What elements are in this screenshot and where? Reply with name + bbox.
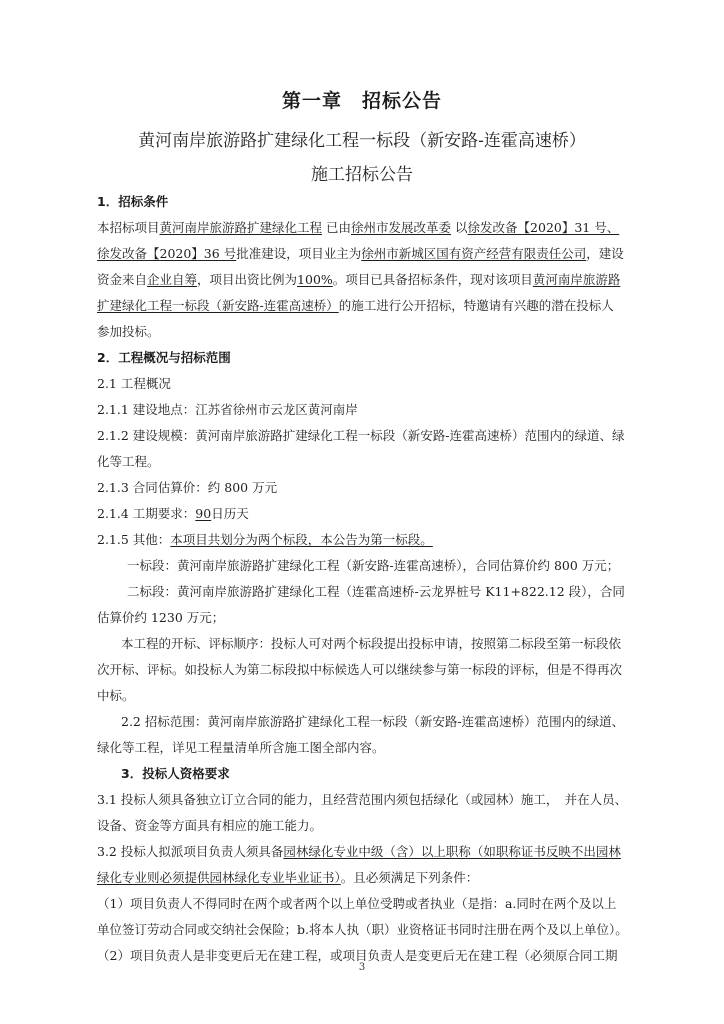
project-lot-ref: 扩建绿化工程一标段（新安路-连霍高速桥） (97, 298, 339, 313)
section1-line4 (97, 296, 614, 314)
section1-heading: 1．招标条件 (97, 194, 169, 209)
item-3-2-cont (97, 868, 478, 886)
item-3-1: 3.1 投标人须具备独立订立合同的能力，且经营范围内须包括绿化（或园林）施工， 并在人员、 (97, 792, 628, 807)
text: ，建设 (586, 246, 624, 261)
item-2-1-2-cont: 化等工程。 (97, 454, 160, 469)
text: 2.1.4 工期要求： (97, 506, 196, 521)
text: 3.2 投标人拟派项目负责人须具备 (97, 844, 284, 859)
project-name: 黄河南岸旅游路扩建绿化工程 (159, 220, 323, 235)
item-2-2-cont: 绿化等工程，详见工程量清单所含施工图全部内容。 (97, 740, 385, 755)
text: 日历天 (211, 506, 249, 521)
item-2-1-3: 2.1.3 合同估算价：约 800 万元 (97, 480, 278, 495)
project-name-ref: 黄河南岸旅游路 (532, 272, 621, 287)
item-2-1-1: 2.1.1 建设地点：江苏省徐州市云龙区黄河南岸 (97, 402, 358, 417)
order-line1: 本工程的开标、评标顺序：投标人可对两个标段提出投标申请，按照第二标段至第一标段依 (121, 636, 622, 651)
project-title: 黄河南岸旅游路扩建绿化工程一标段（新安路-连霍高速桥） (138, 131, 586, 151)
text: 资金来自 (97, 272, 148, 287)
project-owner: 徐州市新城区国有资产经营有限责任公司 (361, 246, 587, 261)
text: 以 (455, 220, 468, 235)
text: 的施工进行公开招标，特邀请有兴趣的潜在投标人 (338, 298, 614, 313)
chapter-title: 第一章 招标公告 (281, 90, 442, 112)
condition-1: （1）项目负责人不得同时在两个或者两个以上单位受聘或者执业（是指：a.同时在两个及以上 (97, 896, 617, 911)
condition-2: （2）项目负责人是非变更后无在建工程，或项目负责人是变更后无在建工程（必须原合同工期 (97, 948, 618, 963)
item-2-1-4 (97, 504, 249, 522)
title-requirement-cont: 绿化专业则必须提供园林绿化专业毕业证书） (97, 870, 341, 885)
lot2-line: 二标段：黄河南岸旅游路扩建绿化工程（连霍高速桥-云龙界桩号 K11+822.12 段），合同 (127, 584, 625, 599)
funding-ratio: 100% (297, 272, 333, 287)
duration-days: 90 (195, 506, 212, 521)
item-3-2 (97, 842, 621, 860)
order-line3: 中标。 (97, 688, 135, 703)
text: 本招标项目 (97, 220, 160, 235)
section1-line5: 参加投标。 (97, 324, 160, 339)
lot-note: 本项目共划分为两个标段，本公告为第一标段。 (170, 532, 433, 547)
approval-authority: 徐州市发展改革委 (351, 220, 452, 235)
section1-line1 (97, 218, 619, 236)
text: 已由 (326, 220, 352, 235)
item-2-1-5 (97, 530, 433, 548)
text: ，项目出资比例为 (197, 272, 298, 287)
item-2-1: 2.1 工程概况 (97, 376, 171, 391)
text: 2.1.5 其他： (97, 532, 171, 547)
item-3-1-cont: 设备、资金等方面具有相应的施工能力。 (97, 818, 323, 833)
text: 。项目已具备招标条件，现对该项目 (332, 272, 533, 287)
text: 批准建设，项目业主为 (236, 246, 362, 261)
lot1-line: 一标段：黄河南岸旅游路扩建绿化工程（新安路-连霍高速桥），合同估算价约 800 万元； (127, 558, 620, 573)
item-2-1-2: 2.1.2 建设规模：黄河南岸旅游路扩建绿化工程一标段（新安路-连霍高速桥）范围内的绿道、绿 (97, 428, 625, 443)
text: 。且必须满足下列条件： (340, 870, 479, 885)
approval-doc-1: 徐发改备【2020】31 号、 (467, 220, 620, 235)
section2-heading: 2．工程概况与招标范围 (97, 350, 231, 365)
order-line2: 次开标、评标。如投标人为第二标段拟中标候选人可以继续参与第一标段的评标，但是不得再次 (97, 662, 623, 677)
notice-title: 施工招标公告 (311, 165, 413, 185)
funding-source: 企业自筹 (147, 272, 198, 287)
lot2-line-cont: 估算价约 1230 万元； (97, 610, 225, 625)
condition-1-cont: 单位签订劳动合同或交纳社会保险；b.将本人执（职）业资格证书同时注册在两个及以上单位）。 (97, 922, 628, 937)
page-number: 3 (358, 962, 366, 973)
item-2-2: 2.2 招标范围：黄河南岸旅游路扩建绿化工程一标段（新安路-连霍高速桥）范围内的绿道、 (121, 714, 625, 729)
title-requirement: 园林绿化专业中级（含）以上职称（如职称证书反映不出园林 (283, 844, 621, 859)
section1-line2 (97, 244, 624, 262)
approval-doc-2: 徐发改备【2020】36 号 (97, 246, 237, 261)
section1-line3 (97, 270, 620, 288)
section3-heading: 3．投标人资格要求 (121, 766, 230, 781)
